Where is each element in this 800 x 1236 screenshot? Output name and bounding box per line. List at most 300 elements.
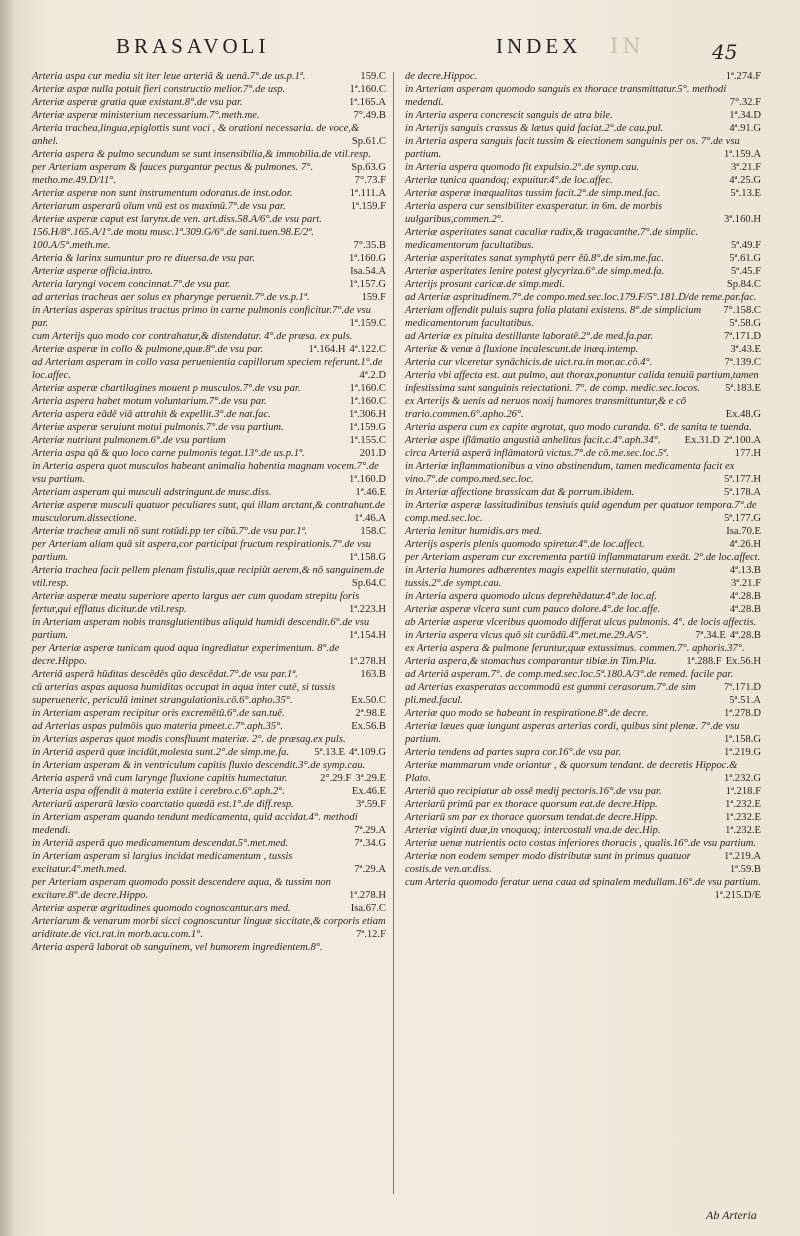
entry-text: Arteriæ asperæ inæqualitas tussim facit.2°.de simp.med.fac. <box>405 188 660 199</box>
index-entry <box>405 759 767 785</box>
entry-reference: 4ª.91.G <box>729 123 761 134</box>
entry-text: Arteriarū primū par ex thorace quorsum eat.de decre.Hipp. <box>405 799 658 810</box>
entry-text: per Arteriam asperam & fauces purgantur pectus & pulmones. 7°. metho.me.49.D/11°. <box>32 162 314 186</box>
entry-text: Arteriarū sm par ex thorace quorsum tendat.de decre.Hipp. <box>405 812 658 823</box>
index-entry <box>405 395 767 421</box>
entry-text: per Arteriam aliam quā sit aspera,cor participat fructum respirationis.7°.de vsu partium. <box>32 539 372 563</box>
entry-text: in Arteriam asperam quando tendunt medicamenta, quid accidat.4°. methodi medendi. <box>32 812 358 836</box>
entry-reference: 1ª.165.A <box>348 97 386 108</box>
index-entry <box>32 109 392 122</box>
index-entry <box>32 343 392 356</box>
entry-reference: Ex.56.B <box>351 721 386 732</box>
entry-reference: Sp.63.G <box>351 162 386 173</box>
entry-text: Arteria aspera eādē viā attrahit & expellit.3°.de nat.fac. <box>32 409 271 420</box>
index-entry <box>32 525 392 538</box>
index-entry <box>405 369 767 395</box>
entry-reference: 7ª.34.E <box>695 630 726 641</box>
entry-reference: 1ª.158.G <box>723 734 761 745</box>
index-entry <box>405 525 767 538</box>
entry-reference: 1ª.278.H <box>348 656 386 667</box>
entry-reference: 5ª.13.E <box>730 188 761 199</box>
entry-reference: 1ª.155.C <box>349 435 386 446</box>
entry-reference: 7ª.29.A <box>354 825 386 836</box>
index-entry <box>32 668 392 681</box>
entry-reference: 1ª.215.D/E <box>714 890 761 901</box>
running-title-right: INDEX <box>496 34 582 58</box>
catchword: Ab Arteria <box>706 1208 757 1222</box>
index-entry <box>32 707 392 720</box>
entry-text: in Arteriam asperam nobis transglutientibus aliquid humidi descendit.6°.de vsu partium. <box>32 617 370 641</box>
index-entry <box>405 187 767 200</box>
entry-text: cum Arteria quomodo feratur uena caua ad spinalem medullam.16°.de vsu partium. <box>405 877 761 888</box>
index-entry <box>405 70 767 83</box>
entry-reference: 2°.29.F <box>320 773 352 784</box>
entry-reference: 1ª.111.A <box>349 188 386 199</box>
entry-reference: 1ª.223.H <box>348 604 386 615</box>
index-entry <box>405 278 767 291</box>
entry-text: ab Arteriæ asperæ vlceribus quomodo differat ulcus pulmonis. 4°. de locis affectis. <box>405 617 757 628</box>
entry-reference: 1ª.160.C <box>349 396 386 407</box>
entry-reference: 1ª.219.G <box>723 747 761 758</box>
index-entry <box>405 785 767 798</box>
index-entry <box>405 681 767 707</box>
entry-text: in Arteria aspera vlcus quō sit curādū.4°.met.me.29.A/5°. <box>405 630 649 641</box>
entry-reference: 7ª.171.D <box>723 331 761 342</box>
entry-reference: 7°.73.F <box>354 175 386 186</box>
index-entry <box>405 668 767 693</box>
index-entry <box>32 356 392 382</box>
entry-text: Arteria aspa cur media sit iter leue arteriā & uenā.7°.de us.p.1ª. <box>32 71 306 82</box>
entry-text: Arteriā quo recipiatur ab ossē medij pectoris.16°.de vsu par. <box>405 786 662 797</box>
entry-reference: 7°.32.F <box>729 97 761 108</box>
index-entry <box>32 720 392 733</box>
entry-reference: 177.H <box>734 448 761 459</box>
entry-text: in Arteria aspera quomodo fit expulsio.2°.de symp.cau. <box>405 162 640 173</box>
entry-reference: 1ª.154.H <box>348 630 386 641</box>
index-entry <box>32 187 392 200</box>
index-entry <box>32 590 392 616</box>
index-entry <box>32 447 392 460</box>
entry-reference: 1ª.160.C <box>349 383 386 394</box>
entry-text: cum Arterijs quo modo cor contrahatur,& distendatur. 4°.de præsa. ex puls. <box>32 331 353 342</box>
entry-text: Arteriæ asperæ gratia quæ existant.8°.de vsu par. <box>32 97 243 108</box>
entry-reference: Sp.61.C <box>351 136 386 147</box>
entry-reference: 159.F <box>361 292 386 303</box>
entry-text: per Arteriæ asperæ tunicam quod aqua ingrediatur experimentum. 8°.de decre.Hippo. <box>32 643 340 667</box>
index-entry <box>32 681 392 707</box>
index-entry <box>32 876 392 902</box>
entry-reference: 1ª.159.F <box>350 201 386 212</box>
index-entry <box>405 707 767 720</box>
entry-text: Arteriæ asperæ chartilagines mouent p musculos.7°.de vsu par. <box>32 383 301 394</box>
index-entry <box>405 551 767 576</box>
entry-text: Arteria trachea facit pellem plenam fistulis,quæ recipiūt aerem,& nō sanguinem.de vtil.resp. <box>32 565 385 589</box>
index-entry <box>32 499 392 525</box>
index-entry <box>405 83 767 109</box>
page-header <box>0 30 800 70</box>
index-entry <box>32 538 392 564</box>
entry-reference: 5ª.177.H <box>723 474 761 485</box>
entry-reference: 163.B <box>360 669 386 680</box>
running-title-left: BRASAVOLI <box>116 34 270 58</box>
entry-text: ad Arteriam asperam in collo vasa peruenientia capillorum speciem referunt.1°.de loc.affec. <box>32 357 383 381</box>
entry-text: in Arteriam asperam recipitur oris excremētū.6°.de san.tuē. <box>32 708 285 719</box>
entry-text: ad Arterias exasperatas accommodū est gummi cerasorum.7°.de sim pli.med.facul. <box>405 682 696 706</box>
entry-text: in Arterijs sanguis crassus & lætus quid faciat.2°.de cau.pul. <box>405 123 664 134</box>
entry-reference: Sp.84.C <box>726 279 761 290</box>
entry-reference: Isa.70.E <box>726 526 761 537</box>
index-entry <box>405 798 767 811</box>
index-entry <box>32 460 392 486</box>
entry-text: Arteriæ aspe iflāmatio angustiā anhelitus facit.c.4°.aph.34°. <box>405 435 661 446</box>
entry-reference: 158.C <box>360 526 386 537</box>
index-entry <box>405 135 767 161</box>
entry-reference: 1ª.159.C <box>349 318 386 329</box>
entry-text: ex Arteria aspera & pulmone feruntur,quæ extussimus. commen.7°. aphoris.37°. <box>405 643 745 654</box>
entry-reference: 7ª.171.D <box>723 682 761 693</box>
index-entry <box>32 70 392 83</box>
index-entry <box>405 499 767 525</box>
entry-reference: 1ª.158.G <box>348 552 386 563</box>
index-column-left <box>32 70 392 954</box>
index-entry <box>32 382 392 395</box>
entry-text: Arteriam asperam qui musculi adstringunt.de musc.diss. <box>32 487 272 498</box>
entry-text: Arteriæ asperæ meatu superiore aperto largus aer cum quodam strepitu foris fertur,qui efflatus dicitur.de vtil.resp. <box>32 591 360 615</box>
index-entry <box>405 434 767 447</box>
entry-reference: 1ª.278.D <box>723 708 761 719</box>
entry-reference: 1ª.34.D <box>729 110 761 121</box>
entry-reference: Ex.50.C <box>351 695 386 706</box>
index-entry <box>32 486 392 499</box>
entry-reference: 7ª.34.G <box>354 838 386 849</box>
entry-reference: 4ª.28.B <box>729 630 761 641</box>
entry-reference: 1ª.46.E <box>355 487 386 498</box>
entry-reference: 4ª.109.G <box>348 747 386 758</box>
entry-reference: 1ª.59.B <box>729 864 761 875</box>
entry-text: Arteria trachea,lingua,epiglottis sunt voci , & orationi necessaria. de voce,& anhel. <box>32 123 360 147</box>
index-entry <box>32 200 392 213</box>
entry-reference: Isa.54.A <box>350 266 386 277</box>
index-entry <box>405 174 767 187</box>
index-entry <box>32 564 392 590</box>
entry-reference: 1ª.219.A <box>723 851 761 862</box>
entry-reference: 1ª.159.A <box>723 149 761 160</box>
entry-reference: 1ª.160.D <box>348 474 386 485</box>
index-entry <box>405 850 767 876</box>
entry-reference: 1ª.306.H <box>348 409 386 420</box>
entry-text: Arteriæ mammarum vnde oriantur , & quorsum tendant. de decretis Hippoc.& Plato. <box>405 760 738 784</box>
entry-reference: 5ª.61.G <box>729 253 761 264</box>
entry-text: Arteriæ tracheæ anuli nō sunt rotūdi.pp ter cibū.7°.de vsu par.1ª. <box>32 526 308 537</box>
entry-reference: 5ª.178.A <box>723 487 761 498</box>
index-entry <box>405 447 767 460</box>
index-entry <box>405 252 767 265</box>
entry-reference: 1ª.160.C <box>349 84 386 95</box>
index-entry <box>32 746 392 759</box>
entry-reference: 2ª.100.A <box>723 435 761 446</box>
entry-text: Arteria asperā laborat ob sanguinem, vel humorem ingredientem.8°. <box>32 942 323 953</box>
entry-text: in Arteriam asperam & in ventriculum capitis fluxio descendit.3°.de symp.cau. <box>32 760 366 771</box>
entry-text: ad Arteriæ aspritudinem.7°.de compo.med.sec.loc.179.F/5°.181.D/de reme.par.fac. <box>405 292 757 303</box>
entry-text: Arteriæ quo modo se habeant in respiratione.8°.de decre. <box>405 708 649 719</box>
entry-text: Arteriæ asperæ non sunt instrumentum odoratus.de inst.odor. <box>32 188 293 199</box>
entry-reference: 5ª.58.G <box>729 318 761 329</box>
index-entry <box>405 824 767 837</box>
entry-reference: 3ª.21.F <box>730 162 761 173</box>
index-entry <box>405 811 767 824</box>
index-entry <box>32 902 392 915</box>
index-entry <box>32 83 392 96</box>
index-entry <box>32 798 392 811</box>
entry-text: Arteriæ asperitates sanat symphytū perr ēū.8°.de sim.me.fac. <box>405 253 664 264</box>
index-entry <box>405 226 767 252</box>
entry-text: Arteriæ asperæ caput est larynx.de ven. art.diss.58.A/6°.de vsu part. 156.H/8°.165.A/1°.de motu musc.1ª.309.G/6°.de sani.tuen.98.E/2ª. 100.A/5°.meth.me. <box>32 214 322 251</box>
entry-reference: 3ª.59.F <box>355 799 386 810</box>
entry-reference: Ex.48.G <box>725 409 761 420</box>
entry-text: ad Arterias aspas pulmōis quo materia pmeet.c.7°.aph.35°. <box>32 721 284 732</box>
entry-text: in Arteriæ affectione brassicam dat & porrum.ibidem. <box>405 487 635 498</box>
entry-reference: 5ª.177.G <box>723 513 761 524</box>
entry-reference: Ex.31.D <box>684 435 720 446</box>
index-entry <box>32 408 392 421</box>
entry-reference: 1ª.288.F <box>686 656 722 667</box>
entry-reference: 1ª.164.H <box>308 344 346 355</box>
entry-text: ex Arterijs & uenis ad neruos noxij humores transmittuntur,& e cō trario.commen.6°.apho.26°. <box>405 396 687 420</box>
entry-reference: 4ª.26.H <box>729 539 761 550</box>
entry-reference: 3ª.160.H <box>723 214 761 225</box>
entry-reference: 1ª.274.F <box>725 71 761 82</box>
entry-reference: 5ª.13.E <box>314 747 345 758</box>
entry-text: Arteria laryngi vocem concinnat.7°.de vsu par. <box>32 279 231 290</box>
entry-reference: 5ª.183.E <box>725 383 761 394</box>
entry-text: in Arteria humores adhærentes magis expellit sternutatio, quàm tussis.2°.de sympt.cau. <box>405 565 676 589</box>
index-entry <box>32 278 392 291</box>
entry-reference: 4ª.2.D <box>359 370 386 381</box>
entry-text: in Arteria aspera concrescit sanguis de atra bile. <box>405 110 613 121</box>
index-entry <box>32 395 392 408</box>
entry-text: Arteria aspera habet motum voluntarium.7°.de vsu par. <box>32 396 267 407</box>
entry-text: cū arterias aspas aquosa humiditas occupat in aqua inter cutē, si tussis superueneric, periculū iminet strangulationis.cō.6°.apho.35°. <box>32 682 336 706</box>
entry-text: Arteriæ non eodem semper modo distributæ sunt in primus quatuor costis.de ven.ar.diss. <box>405 851 691 875</box>
index-entry <box>405 746 767 759</box>
entry-reference: 4ª.28.B <box>729 604 761 615</box>
entry-text: per Arteriam asperam quomodo possit descendere aqua, & tussim non excitare.8°.de decre.Hippo. <box>32 877 331 901</box>
page-number: 45 <box>712 40 738 64</box>
index-entry <box>405 265 767 278</box>
bleed-through-text: IN <box>610 34 645 58</box>
entry-reference: 4ª.25.G <box>729 175 761 186</box>
entry-text: in Arteriā asperā quo medicamentum descendat.5°.met.med. <box>32 838 289 849</box>
entry-text: Arteriæ tunica quandoq; expuitur.4°.de loc.affec. <box>405 175 613 186</box>
entry-text: Arteriā asperā hūditas descēdēs qūo descēdat.7°.de vsu par.1ª. <box>32 669 298 680</box>
index-entry <box>405 720 767 746</box>
index-entry <box>32 96 392 109</box>
entry-reference: 5ª.51.A <box>729 695 761 706</box>
entry-reference: 7ª.139.C <box>724 357 761 368</box>
entry-text: Arteria tendens ad partes supra cor.16°.de vsu par. <box>405 747 622 758</box>
entry-reference: 3ª.43.E <box>730 344 761 355</box>
entry-text: Arteriam offendit puluis supra folia platani existens. 8°.de simplicium medicamentorum facultatibus. <box>405 305 702 329</box>
entry-text: Arteriarum & venarum morbi sicci cognoscuntur linguæ siccitate,& corporis etiam ariditate.de vict.rat.in morb.acu.com.1°. <box>32 916 386 940</box>
entry-reference: 1ª.232.G <box>723 773 761 784</box>
entry-text: ad Arteriā asperam.7°. de comp.med.sec.loc.5ª.180.A/3°.de remed. facile par. <box>405 669 733 680</box>
entry-reference: 1ª.278.H <box>348 890 386 901</box>
entry-text: Arteriæ asperæ musculi quatuor peculiares sunt, qui illam arctant,& contrahunt.de musculorum.dissectione. <box>32 500 385 524</box>
entry-text: in Arteriā asperā quæ incidūt,molesta sunt.2°.de simp.me.fa. <box>32 747 290 758</box>
entry-text: Arteria lenitur humidis.ars med. <box>405 526 542 537</box>
entry-text: Arteria aspa offendit à materia extūte i cerebro.c.6°.aph.2°. <box>32 786 286 797</box>
entry-text: Arteriæ asperitates sanat cacaliæ radix,& tragacanthe.7°.de simplic. medicamentorum facultatibus. <box>405 227 699 251</box>
index-entry <box>32 772 392 785</box>
index-entry <box>32 421 392 434</box>
entry-text: Arterijs asperis plenis quomodo spiretur.4°.de loc.affect. <box>405 539 645 550</box>
entry-reference: Sp.64.C <box>351 578 386 589</box>
entry-text: Arteria & larinx sumuntur pro re diuersa.de vsu par. <box>32 253 255 264</box>
entry-reference: 5ª.49.F <box>730 240 761 251</box>
entry-text: Arteria aspa qā & quo loco carne pulmonis tegat.13°.de us.p.1ª. <box>32 448 305 459</box>
entry-text: Arteriæ viginti duæ,in vnoquoq; intercostali vna.de dec.Hip. <box>405 825 661 836</box>
entry-text: Arterijs prosunt caricæ.de simp.medi. <box>405 279 565 290</box>
index-entry <box>405 122 767 135</box>
entry-text: Arteria aspera cur sensibiliter exasperatur. in 6m. de morbis uulgaribus,commen.2°. <box>405 201 663 225</box>
entry-reference: 1ª.159.G <box>348 422 386 433</box>
entry-text: de decre.Hippoc. <box>405 71 478 82</box>
index-entry <box>32 837 392 850</box>
index-entry <box>405 590 767 603</box>
entry-text: ad arterias tracheas aer solus ex pharynge peruenit.7°.de vs.p.1ª. <box>32 292 310 303</box>
index-entry <box>32 785 392 798</box>
index-entry <box>32 291 392 304</box>
index-entry <box>32 265 392 278</box>
index-entry <box>32 161 392 187</box>
index-entry <box>32 642 392 668</box>
index-entry <box>405 460 767 486</box>
index-entry <box>32 434 392 447</box>
entry-reference: 1ª.232.E <box>725 825 761 836</box>
entry-text: Arteria asperā vnā cum laryngе fluxione capitis humectatur. <box>32 773 288 784</box>
entry-text: Arteriarum asperarū oīum vnū est os maximū.7°.de vsu par. <box>32 201 286 212</box>
index-entry <box>405 538 767 551</box>
index-entry <box>32 252 392 265</box>
entry-reference: 1ª.218.F <box>725 786 761 797</box>
entry-text: Arteriæ asperæ ægritudines quomodo cognoscantur.ars med. <box>32 903 291 914</box>
index-entry <box>405 200 767 226</box>
entry-text: Arteria aspera,& stomachus comparantur tibiæ.in Tim.Pla. <box>405 656 657 667</box>
index-entry <box>405 564 767 590</box>
entry-reference: 7ª.29.A <box>354 864 386 875</box>
entry-reference: 159.C <box>360 71 386 82</box>
index-entry <box>405 330 767 343</box>
entry-reference: 5ª.45.F <box>730 266 761 277</box>
index-entry <box>32 616 392 642</box>
binding-shadow <box>0 0 14 1236</box>
entry-text: Arteriæ aspæ nulla potuit fieri constructio melior.7°.de usp. <box>32 84 286 95</box>
index-entry <box>405 876 767 901</box>
index-entry <box>405 343 767 356</box>
entry-text: Arteriæ asperæ ministerium necessarium.7°.meth.me. <box>32 110 260 121</box>
index-entry <box>405 603 767 616</box>
entry-text: per Arteriam asperam cur excrementa partiū inflammatarum exeāt. 2°.de loc.affect. <box>405 552 761 563</box>
entry-text: Arteriæ nutriunt pulmonem.6°.de vsu partium <box>32 435 226 446</box>
index-entry <box>32 915 392 941</box>
entry-reference: 7°.35.B <box>353 240 386 251</box>
entry-reference: 4ª.122.C <box>349 344 386 355</box>
entry-text: Arteriæ asperæ seruiunt motui pulmonis.7°.de vsu partium. <box>32 422 284 433</box>
index-entry <box>32 850 392 876</box>
entry-text: in Arteria aspera quot musculos habeant animalia habentia magnam vocem.7°.de vsu partium. <box>32 461 379 485</box>
entry-text: in Arterias asperas spiritus tractus primo in carne pulmonis conficitur.7°.de vsu par. <box>32 305 371 329</box>
entry-reference: 3ª.21.F <box>730 578 761 589</box>
entry-reference: 1ª.232.E <box>725 799 761 810</box>
index-entry <box>405 629 767 642</box>
entry-reference: 1ª.157.G <box>348 279 386 290</box>
index-entry <box>405 291 767 316</box>
entry-reference: 4ª.13.B <box>729 565 761 576</box>
entry-text: Arteria aspera & pulmo secundum se sunt insensibilia,& immobilia.de vtil.resp. <box>32 149 371 160</box>
index-column-right <box>405 70 767 902</box>
entry-text: in Arterias asperas quot modis consfluunt materiæ. 2°. de præsag.ex puls. <box>32 734 346 745</box>
index-entry <box>32 304 392 330</box>
entry-text: in Arteria aspera quomodo ulcus deprehēdatur.4°.de loc.af. <box>405 591 657 602</box>
entry-reference: 7ª.12.F <box>355 929 386 940</box>
index-entry <box>405 356 767 369</box>
index-entry <box>32 148 392 173</box>
entry-text: ad Arteriæ ex pituita destillante laboratē.2°.de med.fa.par. <box>405 331 653 342</box>
entry-text: Arteria cur vlceretur synāchicis.de uict.ra.in mor.ac.cō.4°. <box>405 357 653 368</box>
entry-text: in Arteriæ inflammationibus a vino abstinendum, tamen medicamenta facit ex vino.7°.de compo.med.sec.loc. <box>405 461 735 485</box>
entry-reference: 2ª.98.E <box>355 708 386 719</box>
entry-text: Arteriæ asperitates lenire potest glycyriza.6°.de simp.med.fa. <box>405 266 665 277</box>
entry-reference: Isa.67.C <box>350 903 386 914</box>
entry-text: Arteriæ uenæ nutrientis octo costas inferiores thoracis , qualis.16°.de vsu partium. <box>405 838 757 849</box>
entry-text: Arteria aspera cum ex capite ægrotat, quo modo curanda. 6°. de sanita te tuenda. <box>405 422 752 433</box>
entry-reference: 7°.158.C <box>723 305 761 316</box>
entry-reference: Ex.46.E <box>351 786 386 797</box>
column-divider <box>393 72 394 1194</box>
entry-text: Arteriæ asperæ officia.intro. <box>32 266 153 277</box>
entry-text: in Arteria aspera sanguis facit tussim & eiectionem sanguinis per os. 7°.de vsu partium. <box>405 136 740 160</box>
entry-text: Arteria vbi affecta est. aut pulmo, aut thorax,ponuntur calida tenuiū partium,tamen infestissima sunt sanguinis reiectationi. 7°. de comp. medic.sec.locos. <box>405 370 759 394</box>
index-entry <box>32 122 392 148</box>
index-entry <box>405 837 767 862</box>
entry-text: in Arteriæ asperæ lassitudinibus tensiuis quid agendum per quatuor tempora.7°.de comp.med.sec.loc. <box>405 500 757 524</box>
entry-reference: 201.D <box>359 448 386 459</box>
entry-reference: 1ª.232.E <box>725 812 761 823</box>
index-entry <box>32 811 392 837</box>
entry-reference: 7°.49.B <box>353 110 386 121</box>
entry-text: Arteriarū asperarū lœsio coarctatio quædā est.1°.de diff.resp. <box>32 799 294 810</box>
index-entry <box>405 161 767 174</box>
entry-text: circa Arteriā asperā inflāmatorū victus.7°.de cō.me.sec.loc.5ª. <box>405 448 669 459</box>
entry-text: Arteriæ læues quæ iungunt asperas arterias cordi, quibus sint plenæ. 7°.de vsu partium. <box>405 721 740 745</box>
entry-reference: 1ª.46.A <box>354 513 386 524</box>
index-entry <box>405 304 767 330</box>
entry-text: Arteriæ asperæ vlcera sunt cum pauco dolore.4°.de loc.affe. <box>405 604 661 615</box>
index-entry <box>405 109 767 122</box>
entry-reference: 4ª.28.B <box>729 591 761 602</box>
index-entry <box>405 655 767 668</box>
entry-reference: Ex.56.H <box>725 656 761 667</box>
index-entry <box>32 941 392 954</box>
entry-reference: 3ª.29.E <box>355 773 386 784</box>
index-entry <box>405 486 767 499</box>
entry-text: in Arteriam asperam quomodo sanguis ex thorace transmittatur.5°. methodi medendi. <box>405 84 727 108</box>
index-entry <box>32 213 392 252</box>
entry-text: in Arteriam asperam si largius incidat medicamentum , tussis excitatur.4°.meth.med. <box>32 851 293 875</box>
entry-text: Arteriæ asperæ in collo & pulmone,quæ.8°.de vsu par. <box>32 344 264 355</box>
entry-reference: 1ª.160.G <box>348 253 386 264</box>
entry-text: Arteriæ & venæ à fluxione incalescunt.de inæq.intemp. <box>405 344 639 355</box>
